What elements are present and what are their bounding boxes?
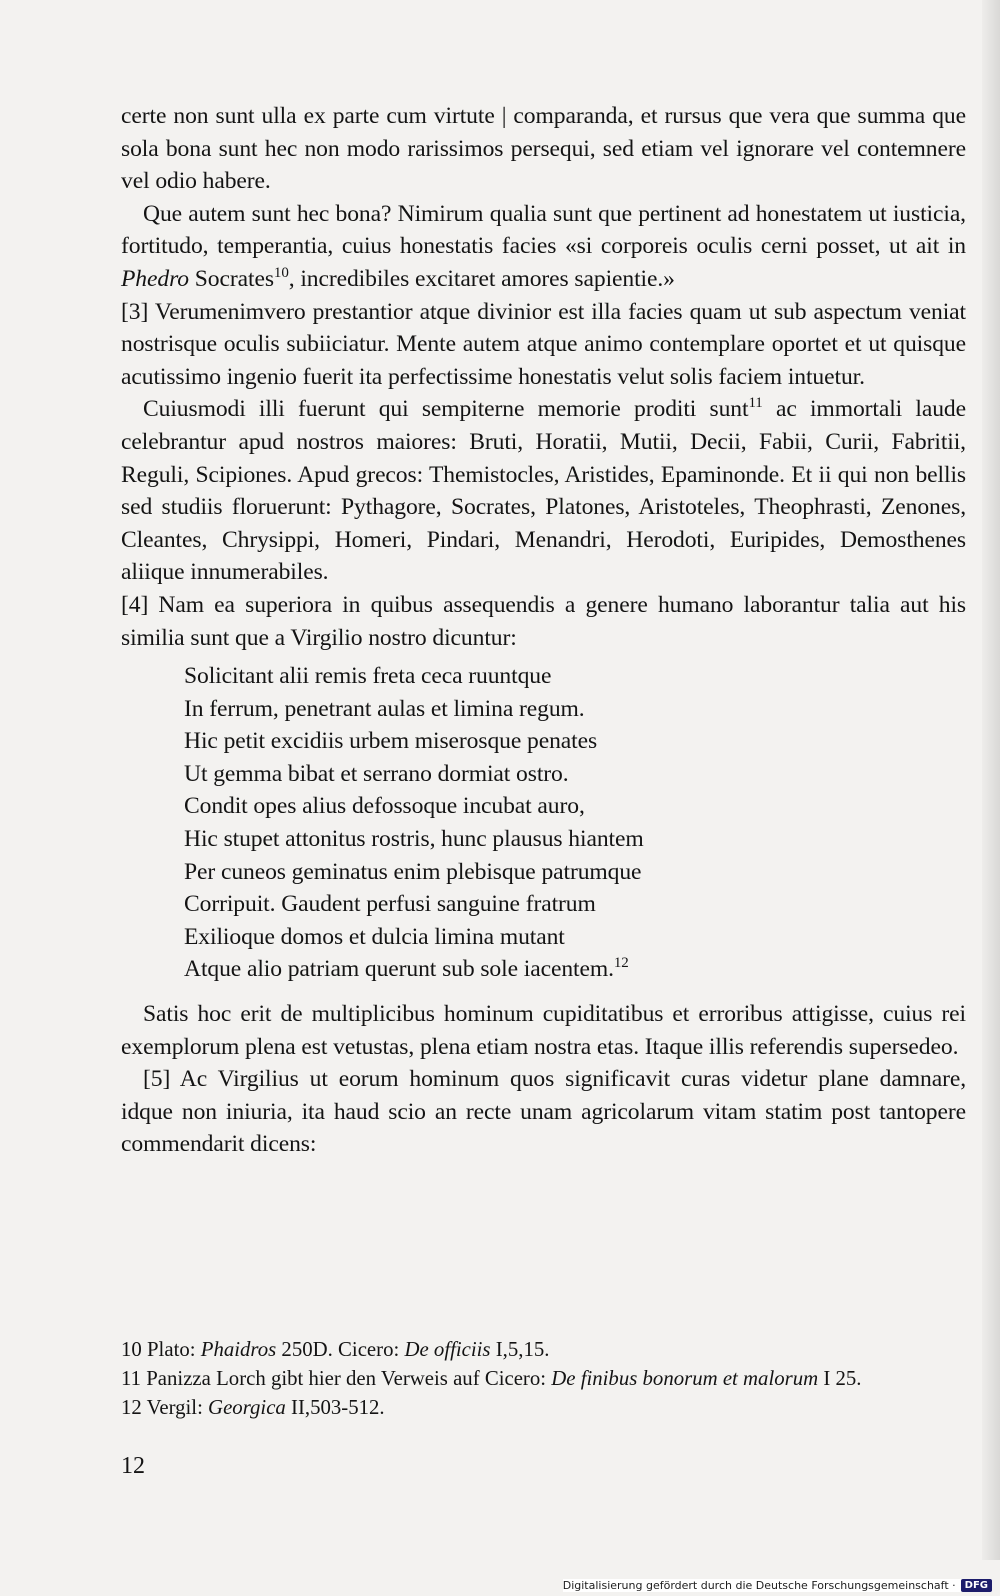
text-run: [4] Nam ea superiora in quibus assequendis a genere humano laborantur talia aut his similia sunt que a Virgilio nostro dicuntur: — [121, 591, 966, 651]
verse-line-text: Exilioque domos et dulcia limina mutant — [184, 923, 565, 950]
text-run: , incredibiles excitaret amores sapientie.» — [288, 265, 675, 292]
verse-line-text: Hic petit excidiis urbem miserosque penates — [184, 728, 598, 755]
verse-line-text: Hic stupet attonitus rostris, hunc plausus hiantem — [184, 826, 644, 853]
text-run: [3] Verumenimvero prestantior atque divinior est illa facies quam ut sub aspectum veniat nostrisque oculis subiiciatur. Mente autem atque animo contemplare oportet et ut quisque acutissimo ingenio fuerit ita perfectissime honestatis velut solis faciem intuetur. — [121, 298, 966, 390]
verse-line — [184, 856, 966, 889]
text-run: I 25. — [818, 1367, 862, 1390]
page-edge-shadow — [982, 0, 1000, 1560]
text-run: Cuiusmodi illi fuerunt qui sempiterne memorie proditi sunt — [143, 396, 749, 423]
paragraphs-before-verse — [121, 100, 966, 654]
dfg-logo: DFG — [961, 1579, 992, 1592]
paragraphs-after-verse — [121, 998, 966, 1161]
footnote — [121, 1335, 966, 1364]
footnote-ref: 10 — [273, 264, 289, 281]
paragraph — [121, 998, 966, 1063]
footnote-ref: 12 — [613, 955, 629, 972]
text-run: certe non sunt ulla ex parte cum virtute | comparanda, et rursus que vera que summa que sola bona sunt hec non modo rarissimos persequi, sed etiam vel ignorare vel contemnere vel odio habere. — [121, 103, 966, 195]
verse-line-text: Atque alio patriam querunt sub sole iacentem. — [184, 956, 614, 983]
text-run: [5] Ac Virgilius ut eorum hominum quos significavit curas videtur plane damnare, idque non iniuria, ita haud scio an recte unam agricolarum vitam statim post tantopere commendarit dicens: — [121, 1066, 966, 1158]
paragraph — [121, 393, 966, 589]
text-run: 12 Vergil: — [121, 1396, 209, 1419]
verse-line — [184, 790, 966, 823]
italic-text: Phedro — [121, 265, 189, 292]
paragraph — [121, 1063, 966, 1161]
italic-text: De finibus bonorum et malorum — [551, 1367, 819, 1390]
verse-line — [184, 660, 966, 693]
italic-text: De officiis — [404, 1338, 491, 1361]
main-text — [121, 100, 966, 1161]
text-run: Socrates — [188, 265, 274, 292]
italic-text: Georgica — [208, 1396, 286, 1419]
text-run: I,5,15. — [490, 1338, 550, 1361]
text-run: 11 Panizza Lorch gibt hier den Verweis auf Cicero: — [121, 1367, 552, 1390]
paragraph — [121, 296, 966, 394]
footnote — [121, 1364, 966, 1393]
verse-line-text: Solicitant alii remis freta ceca ruuntque — [184, 663, 552, 690]
text-run: ac immortali laude celebrantur apud nostros maiores: Bruti, Horatii, Mutii, Decii, Fabii, Curii, Fabritii, Reguli, Scipiones. Apud grecos: Themistocles, Aristides, Epaminonde. Et ii qui non bellis sed studiis floruerunt: Pythagore, Socrates, Platones, Aristoteles, Theophrasti, Zenones, Cleantes, Chrysippi, Homeri, Pindari, Menandri, Herodoti, Euripides, Demosthenes aliique innumerabiles. — [121, 396, 966, 586]
credit-text: Digitalisierung gefördert durch die Deutsche Forschungsgemeinschaft · — [562, 1579, 956, 1592]
italic-text: Phaidros — [200, 1338, 277, 1361]
verse-line-text: Condit opes alius defossoque incubat auro, — [184, 793, 585, 820]
verse-line-text: Corripuit. Gaudent perfusi sanguine fratrum — [184, 891, 596, 918]
digitization-credit — [563, 1579, 992, 1592]
verse-line — [184, 693, 966, 726]
verse-quotation — [184, 660, 966, 986]
verse-line — [184, 921, 966, 954]
text-run: Que autem sunt hec bona? Nimirum qualia sunt que pertinent ad honestatem ut iusticia, fortitudo, temperantia, cuius honestatis facies «si corporeis oculis cerni posset, ut ait in — [121, 200, 966, 260]
text-run: 10 Plato: — [121, 1338, 201, 1361]
verse-line — [184, 758, 966, 791]
footnotes — [121, 1335, 966, 1422]
paragraph — [121, 100, 966, 198]
footnote-ref: 11 — [748, 395, 763, 412]
page-number: 12 — [121, 1453, 145, 1479]
text-run: 250D. Cicero: — [276, 1338, 405, 1361]
verse-line-text: Ut gemma bibat et serrano dormiat ostro. — [184, 760, 569, 787]
verse-line — [184, 725, 966, 758]
verse-line-text: Per cuneos geminatus enim plebisque patrumque — [184, 858, 642, 885]
paragraph — [121, 198, 966, 296]
paragraph — [121, 589, 966, 654]
verse-line — [184, 823, 966, 856]
text-run: II,503-512. — [285, 1396, 385, 1419]
footnote — [121, 1393, 966, 1422]
verse-line — [184, 888, 966, 921]
text-run: Satis hoc erit de multiplicibus hominum cupiditatibus et erroribus attigisse, cuius rei exemplorum plena est vetustas, plena etiam nostra etas. Itaque illis referendis supersedeo. — [121, 1001, 966, 1060]
verse-line — [184, 953, 966, 986]
verse-line-text: In ferrum, penetrant aulas et limina regum. — [184, 695, 585, 722]
